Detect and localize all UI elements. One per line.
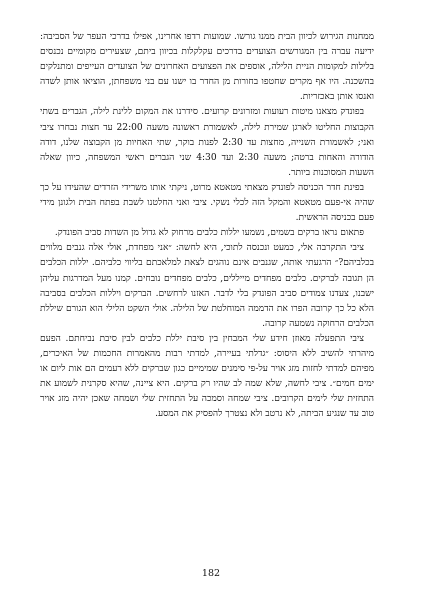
paragraph-6: ציבי התפעלה מאוזן חידע שלי המבחין בין סיבת יללת כלבים לבין סיבת נביחתם. הפעם מיהרתי להשיב ללא היסוס: ״גדלתי בעיירה, למדתי רבות מהאמרות החכמות של האיכרים, מפיהם למדתי לחזות מזג אויר על-פי סימנים שמימיים כגון שברקים ללא רעמים הם אות ליום או ימים חמים״. ציבי לחשה, שלא שמה לב שהיו רק ברקים. היא ציינה, שהיא סקרנית לשמוע את התחזית שלי לימים הקרובים. ציבי שמחה וסמכה על התחזית שלי ושמחה שאכן יהיה מזג אויר טוב עד שנגיע הביתה, לא נרטב ולא נצטרך להפסיק את המסע. (40, 333, 374, 420)
paragraph-2: בפונדק מצאנו מיטות רעועות ומזרונים קרועים. סידרנו את המקום ללינת לילה, הגברים בשתי הקבוצות החליטו לארגן שמירת לילה, לאשמורת ראשונה משעה 22:00 עד חצות נבחרו ציבי ואני; לאשמורת השנייה, מחצות עד 2:30 לפנות בוקר, שתי האחיות מן הקבוצה שלנו, דודה הודורה והאחות ברטה; משעה 2:30 ועד 4:30 שני הגברים ראשי המשפחה, כיוון שאלה השעות המסוכנות ביותר. (40, 107, 374, 178)
paragraph-5: ציבי התקרבה אלי, כמעט ונכנסה לתוכי, היא לחשה: ״אני מפחדת, אולי אלה גנבים מלווים בכלביהם?״ הרגעתי אותה, שגנבים אינם נוהגים לצאת למלאכתם בליווי כלביהם. יללות הכלבים הן תגובה לברקים. כלבים מפחדים מייללים, כלבים מפחדים נובחים. קמנו מעל המדרגות עליהן ישבנו, צעדנו צמודים סביב הפונדק בלי לדבר. האזנו לרחשים. הברקים ויללות הכלבים בסביבה הלא כל כך קרובה הפרו את הדממה המוחלטת של הלילה. אולי השקט הלילי הוא הגורם שיללת הכלבים הרחוקה נשמעה קרובה. (40, 243, 374, 329)
paragraph-4: פתאום נראו ברקים בשמים, נשמעו יללות כלבים מרחוק לא גדול מן השדות סביב הפונדק. (54, 228, 364, 239)
paragraph-1: ממחנות הגירוש לכיוון הבית ממנו גורשו. שמועות רדפו אחרינו, אפילו בדרכי העפר של הסביבה: ידיעה עברה בין המגורשים הצועדים בדרכים עקלקלות בכיוון ביתם, שצעירים מקומיים נכנסים בלילות למקומות הניית הלילה, אוספים את הפצועים האחרונים של הצועדים העייפים ומתנלקים בהשכנה. היו אף מקרים שחטפו בחורות מן החדר בו ישנו עם בני משפחתן, הוציאו אותן לשדה ואנסו אותן באכזריות. (40, 32, 374, 103)
page-number: 182 (201, 568, 221, 579)
paragraph-3: בפינת חדר הכניסה לפונדק מצאתי מטאטא מרוט, ניקתי אותו משרידי הזרדים שהעידו על כך שהיה אי-פעם מטאטא והמקל הזה לכלי נשקי. ציבי ואני החלטנו לשבת בפתח הבית ולגונן מידי פעם בכניסה הראשית. (40, 182, 374, 224)
page-body (40, 30, 374, 422)
